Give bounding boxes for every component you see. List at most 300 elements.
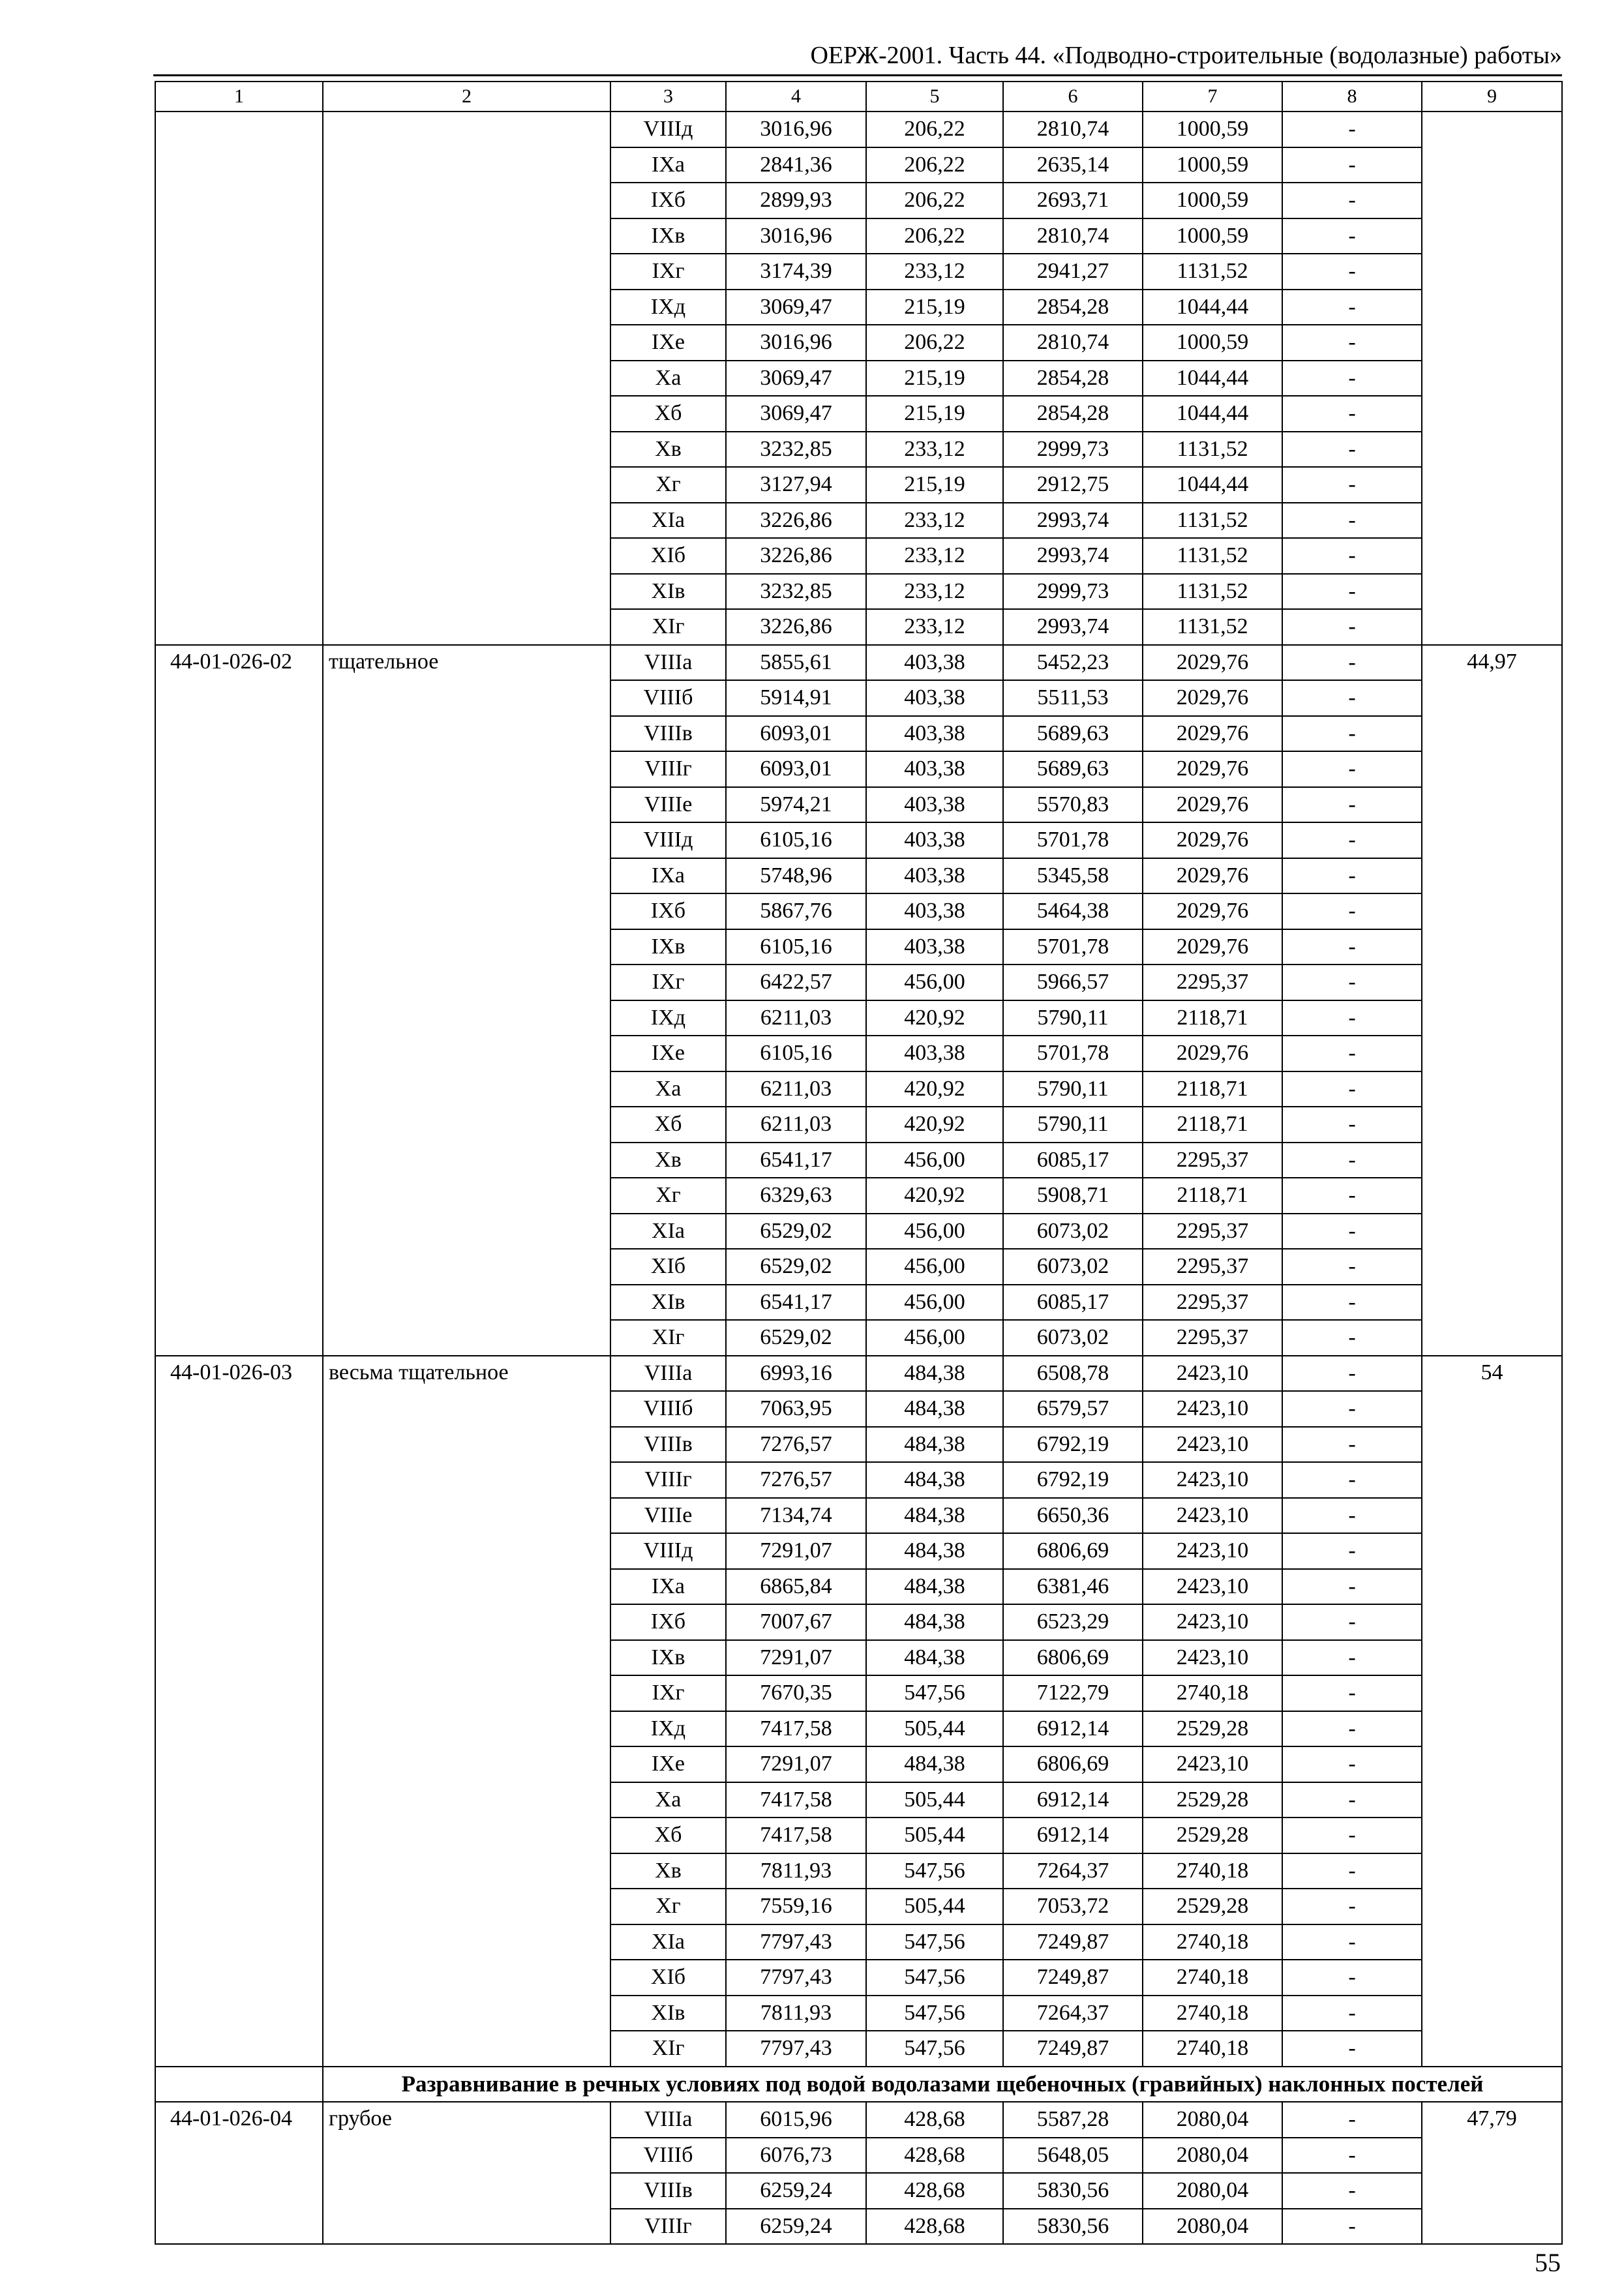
labor-cost-cell: 456,00 — [866, 1249, 1003, 1285]
machinist-wage-cell: 2529,28 — [1143, 1782, 1282, 1818]
labor-cost-cell: 505,44 — [866, 1818, 1003, 1853]
work-description: тщательное — [323, 645, 610, 1356]
total-cost-cell: 7811,93 — [726, 1853, 866, 1889]
total-cost-cell: 7797,43 — [726, 1924, 866, 1960]
material-cost-cell: - — [1282, 2209, 1422, 2245]
labor-hours-cell: 54 — [1422, 1356, 1562, 2067]
material-cost-cell: - — [1282, 1391, 1422, 1427]
total-cost-cell: 5748,96 — [726, 858, 866, 894]
total-cost-cell: 6541,17 — [726, 1143, 866, 1178]
labor-cost-cell: 403,38 — [866, 680, 1003, 716]
labor-cost-cell: 428,68 — [866, 2138, 1003, 2174]
machine-cost-cell: 7249,87 — [1003, 1960, 1143, 1996]
total-cost-cell: 6422,57 — [726, 965, 866, 1000]
machine-cost-cell: 5701,78 — [1003, 822, 1143, 858]
column-number-row — [155, 82, 1562, 112]
total-cost-cell: 7797,43 — [726, 2031, 866, 2067]
machine-cost-cell: 5966,57 — [1003, 965, 1143, 1000]
machinist-wage-cell: 2118,71 — [1143, 1071, 1282, 1107]
labor-cost-cell: 484,38 — [866, 1462, 1003, 1498]
category-cell: VIIIд — [610, 112, 726, 147]
labor-cost-cell: 403,38 — [866, 751, 1003, 787]
machine-cost-cell: 5511,53 — [1003, 680, 1143, 716]
total-cost-cell: 7063,95 — [726, 1391, 866, 1427]
material-cost-cell: - — [1282, 1604, 1422, 1640]
labor-hours-cell — [1422, 112, 1562, 645]
material-cost-cell: - — [1282, 1818, 1422, 1853]
material-cost-cell: - — [1282, 183, 1422, 218]
machinist-wage-cell: 1044,44 — [1143, 290, 1282, 325]
labor-cost-cell: 233,12 — [866, 503, 1003, 539]
labor-cost-cell: 233,12 — [866, 574, 1003, 610]
machine-cost-cell: 5689,63 — [1003, 716, 1143, 752]
material-cost-cell: - — [1282, 2173, 1422, 2209]
machinist-wage-cell: 1131,52 — [1143, 503, 1282, 539]
table-row — [155, 1356, 1562, 1392]
material-cost-cell: - — [1282, 1285, 1422, 1321]
labor-cost-cell: 547,56 — [866, 1996, 1003, 2031]
material-cost-cell: - — [1282, 645, 1422, 681]
machinist-wage-cell: 2423,10 — [1143, 1462, 1282, 1498]
machinist-wage-cell: 2080,04 — [1143, 2173, 1282, 2209]
category-cell: VIIIг — [610, 751, 726, 787]
material-cost-cell: - — [1282, 1320, 1422, 1356]
machinist-wage-cell: 2740,18 — [1143, 1675, 1282, 1711]
labor-cost-cell: 403,38 — [866, 1036, 1003, 1071]
machinist-wage-cell: 2029,76 — [1143, 680, 1282, 716]
total-cost-cell: 6529,02 — [726, 1214, 866, 1249]
material-cost-cell: - — [1282, 147, 1422, 183]
category-cell: IXд — [610, 290, 726, 325]
machine-cost-cell: 6085,17 — [1003, 1143, 1143, 1178]
material-cost-cell: - — [1282, 574, 1422, 610]
labor-cost-cell: 456,00 — [866, 1320, 1003, 1356]
machine-cost-cell: 5790,11 — [1003, 1000, 1143, 1036]
labor-cost-cell: 403,38 — [866, 716, 1003, 752]
machine-cost-cell: 5689,63 — [1003, 751, 1143, 787]
total-cost-cell: 2899,93 — [726, 183, 866, 218]
category-cell: IXв — [610, 1640, 726, 1676]
category-cell: IXe — [610, 1746, 726, 1782]
category-cell: XIб — [610, 1960, 726, 1996]
machine-cost-cell: 6381,46 — [1003, 1569, 1143, 1605]
machinist-wage-cell: 2423,10 — [1143, 1746, 1282, 1782]
column-number: 9 — [1422, 82, 1562, 112]
rate-code: 44-01-026-04 — [155, 2102, 323, 2244]
total-cost-cell: 6529,02 — [726, 1320, 866, 1356]
category-cell: IXв — [610, 218, 726, 254]
machinist-wage-cell: 2423,10 — [1143, 1604, 1282, 1640]
machine-cost-cell: 6806,69 — [1003, 1640, 1143, 1676]
material-cost-cell: - — [1282, 1996, 1422, 2031]
category-cell: XIг — [610, 609, 726, 645]
machine-cost-cell: 6806,69 — [1003, 1533, 1143, 1569]
total-cost-cell: 3226,86 — [726, 503, 866, 539]
labor-cost-cell: 547,56 — [866, 1853, 1003, 1889]
price-table — [155, 81, 1563, 2245]
material-cost-cell: - — [1282, 1889, 1422, 1924]
material-cost-cell: - — [1282, 361, 1422, 396]
total-cost-cell: 3232,85 — [726, 432, 866, 468]
machine-cost-cell: 5790,11 — [1003, 1107, 1143, 1143]
total-cost-cell: 6259,24 — [726, 2173, 866, 2209]
rate-code: 44-01-026-02 — [155, 645, 323, 1356]
labor-cost-cell: 456,00 — [866, 1143, 1003, 1178]
machinist-wage-cell: 1000,59 — [1143, 183, 1282, 218]
labor-hours-cell: 47,79 — [1422, 2102, 1562, 2244]
total-cost-cell: 3016,96 — [726, 325, 866, 361]
material-cost-cell: - — [1282, 325, 1422, 361]
material-cost-cell: - — [1282, 716, 1422, 752]
material-cost-cell: - — [1282, 929, 1422, 965]
machine-cost-cell: 2999,73 — [1003, 432, 1143, 468]
column-number: 8 — [1282, 82, 1422, 112]
category-cell: IXд — [610, 1711, 726, 1747]
machine-cost-cell: 2854,28 — [1003, 290, 1143, 325]
machinist-wage-cell: 2029,76 — [1143, 751, 1282, 787]
machine-cost-cell: 5570,83 — [1003, 787, 1143, 823]
labor-cost-cell: 420,92 — [866, 1071, 1003, 1107]
machine-cost-cell: 2810,74 — [1003, 218, 1143, 254]
machinist-wage-cell: 2118,71 — [1143, 1000, 1282, 1036]
category-cell: XIв — [610, 574, 726, 610]
machine-cost-cell: 5587,28 — [1003, 2102, 1143, 2138]
material-cost-cell: - — [1282, 822, 1422, 858]
category-cell: XIв — [610, 1285, 726, 1321]
category-cell: IXг — [610, 254, 726, 290]
total-cost-cell: 7007,67 — [726, 1604, 866, 1640]
material-cost-cell: - — [1282, 2031, 1422, 2067]
machinist-wage-cell: 2740,18 — [1143, 2031, 1282, 2067]
labor-hours-cell: 44,97 — [1422, 645, 1562, 1356]
labor-cost-cell: 547,56 — [866, 1960, 1003, 1996]
material-cost-cell: - — [1282, 2138, 1422, 2174]
material-cost-cell: - — [1282, 1853, 1422, 1889]
material-cost-cell: - — [1282, 893, 1422, 929]
table-row — [155, 2102, 1562, 2138]
total-cost-cell: 3016,96 — [726, 218, 866, 254]
labor-cost-cell: 428,68 — [866, 2209, 1003, 2245]
labor-cost-cell: 547,56 — [866, 1924, 1003, 1960]
material-cost-cell: - — [1282, 503, 1422, 539]
machinist-wage-cell: 1131,52 — [1143, 609, 1282, 645]
machinist-wage-cell: 2740,18 — [1143, 1996, 1282, 2031]
machinist-wage-cell: 2740,18 — [1143, 1924, 1282, 1960]
labor-cost-cell: 403,38 — [866, 645, 1003, 681]
material-cost-cell: - — [1282, 1356, 1422, 1392]
machine-cost-cell: 2993,74 — [1003, 538, 1143, 574]
material-cost-cell: - — [1282, 1143, 1422, 1178]
total-cost-cell: 6076,73 — [726, 2138, 866, 2174]
machinist-wage-cell: 2118,71 — [1143, 1178, 1282, 1214]
labor-cost-cell: 403,38 — [866, 822, 1003, 858]
category-cell: Xa — [610, 1782, 726, 1818]
machine-cost-cell: 5464,38 — [1003, 893, 1143, 929]
labor-cost-cell: 428,68 — [866, 2102, 1003, 2138]
machinist-wage-cell: 2423,10 — [1143, 1640, 1282, 1676]
machine-cost-cell: 5830,56 — [1003, 2209, 1143, 2245]
material-cost-cell: - — [1282, 751, 1422, 787]
total-cost-cell: 6093,01 — [726, 716, 866, 752]
category-cell: IXб — [610, 1604, 726, 1640]
labor-cost-cell: 547,56 — [866, 1675, 1003, 1711]
machinist-wage-cell: 2080,04 — [1143, 2138, 1282, 2174]
header-rule — [153, 74, 1562, 76]
category-cell: Xб — [610, 396, 726, 432]
total-cost-cell: 7291,07 — [726, 1746, 866, 1782]
section-title-row — [155, 2067, 1562, 2102]
material-cost-cell: - — [1282, 680, 1422, 716]
machinist-wage-cell: 2529,28 — [1143, 1818, 1282, 1853]
machinist-wage-cell: 2295,37 — [1143, 1249, 1282, 1285]
labor-cost-cell: 484,38 — [866, 1356, 1003, 1392]
rate-code — [155, 112, 323, 645]
labor-cost-cell: 420,92 — [866, 1107, 1003, 1143]
machine-cost-cell: 5830,56 — [1003, 2173, 1143, 2209]
category-cell: IXг — [610, 1675, 726, 1711]
machine-cost-cell: 2810,74 — [1003, 325, 1143, 361]
machinist-wage-cell: 1131,52 — [1143, 432, 1282, 468]
column-number: 5 — [866, 82, 1003, 112]
material-cost-cell: - — [1282, 1427, 1422, 1463]
page-number: 55 — [1535, 2248, 1561, 2277]
machine-cost-cell: 6508,78 — [1003, 1356, 1143, 1392]
page-header: ОЕРЖ-2001. Часть 44. «Подводно-строительные (водолазные) работы» — [810, 42, 1562, 69]
labor-cost-cell: 206,22 — [866, 183, 1003, 218]
machinist-wage-cell: 2295,37 — [1143, 1320, 1282, 1356]
labor-cost-cell: 215,19 — [866, 396, 1003, 432]
machine-cost-cell: 5345,58 — [1003, 858, 1143, 894]
rate-code: 44-01-026-03 — [155, 1356, 323, 2067]
table-row — [155, 645, 1562, 681]
machinist-wage-cell: 1000,59 — [1143, 218, 1282, 254]
total-cost-cell: 7559,16 — [726, 1889, 866, 1924]
machinist-wage-cell: 1000,59 — [1143, 112, 1282, 147]
total-cost-cell: 3226,86 — [726, 609, 866, 645]
total-cost-cell: 7670,35 — [726, 1675, 866, 1711]
material-cost-cell: - — [1282, 2102, 1422, 2138]
material-cost-cell: - — [1282, 1214, 1422, 1249]
labor-cost-cell: 484,38 — [866, 1498, 1003, 1534]
labor-cost-cell: 403,38 — [866, 787, 1003, 823]
total-cost-cell: 3226,86 — [726, 538, 866, 574]
category-cell: VIIIб — [610, 1391, 726, 1427]
category-cell: IXб — [610, 893, 726, 929]
category-cell: Xв — [610, 1853, 726, 1889]
material-cost-cell: - — [1282, 965, 1422, 1000]
material-cost-cell: - — [1282, 1711, 1422, 1747]
material-cost-cell: - — [1282, 1960, 1422, 1996]
machine-cost-cell: 6912,14 — [1003, 1711, 1143, 1747]
machinist-wage-cell: 2423,10 — [1143, 1391, 1282, 1427]
machine-cost-cell: 2693,71 — [1003, 183, 1143, 218]
labor-cost-cell: 215,19 — [866, 361, 1003, 396]
material-cost-cell: - — [1282, 1569, 1422, 1605]
machinist-wage-cell: 2029,76 — [1143, 787, 1282, 823]
labor-cost-cell: 547,56 — [866, 2031, 1003, 2067]
labor-cost-cell: 420,92 — [866, 1000, 1003, 1036]
category-cell: VIIIв — [610, 716, 726, 752]
category-cell: Xб — [610, 1107, 726, 1143]
machinist-wage-cell: 2295,37 — [1143, 965, 1282, 1000]
material-cost-cell: - — [1282, 1000, 1422, 1036]
total-cost-cell: 7134,74 — [726, 1498, 866, 1534]
labor-cost-cell: 484,38 — [866, 1533, 1003, 1569]
category-cell: IXг — [610, 965, 726, 1000]
category-cell: XIa — [610, 1924, 726, 1960]
category-cell: VIIIд — [610, 1533, 726, 1569]
category-cell: VIIIв — [610, 1427, 726, 1463]
labor-cost-cell: 206,22 — [866, 112, 1003, 147]
machinist-wage-cell: 1131,52 — [1143, 254, 1282, 290]
labor-cost-cell: 206,22 — [866, 218, 1003, 254]
total-cost-cell: 6015,96 — [726, 2102, 866, 2138]
category-cell: VIIIa — [610, 645, 726, 681]
column-number: 1 — [155, 82, 323, 112]
category-cell: Xб — [610, 1818, 726, 1853]
material-cost-cell: - — [1282, 1675, 1422, 1711]
labor-cost-cell: 420,92 — [866, 1178, 1003, 1214]
material-cost-cell: - — [1282, 1640, 1422, 1676]
machine-cost-cell: 6579,57 — [1003, 1391, 1143, 1427]
machinist-wage-cell: 2740,18 — [1143, 1853, 1282, 1889]
machine-cost-cell: 7264,37 — [1003, 1853, 1143, 1889]
machine-cost-cell: 6073,02 — [1003, 1249, 1143, 1285]
total-cost-cell: 7291,07 — [726, 1640, 866, 1676]
column-number: 4 — [726, 82, 866, 112]
material-cost-cell: - — [1282, 858, 1422, 894]
total-cost-cell: 6541,17 — [726, 1285, 866, 1321]
labor-cost-cell: 484,38 — [866, 1391, 1003, 1427]
machine-cost-cell: 5648,05 — [1003, 2138, 1143, 2174]
machine-cost-cell: 6912,14 — [1003, 1818, 1143, 1853]
labor-cost-cell: 456,00 — [866, 965, 1003, 1000]
machine-cost-cell: 7053,72 — [1003, 1889, 1143, 1924]
machine-cost-cell: 2912,75 — [1003, 467, 1143, 503]
machine-cost-cell: 7249,87 — [1003, 1924, 1143, 1960]
labor-cost-cell: 403,38 — [866, 858, 1003, 894]
labor-cost-cell: 206,22 — [866, 325, 1003, 361]
column-number: 3 — [610, 82, 726, 112]
total-cost-cell: 7417,58 — [726, 1818, 866, 1853]
machine-cost-cell: 5701,78 — [1003, 1036, 1143, 1071]
total-cost-cell: 6529,02 — [726, 1249, 866, 1285]
labor-cost-cell: 505,44 — [866, 1711, 1003, 1747]
machine-cost-cell: 7264,37 — [1003, 1996, 1143, 2031]
table-row — [155, 112, 1562, 147]
section-title: Разравнивание в речных условиях под водой водолазами щебеночных (гравийных) наклонных постелей — [323, 2067, 1562, 2102]
section-blank-cell — [155, 2067, 323, 2102]
labor-cost-cell: 484,38 — [866, 1604, 1003, 1640]
column-number: 6 — [1003, 82, 1143, 112]
category-cell: IXa — [610, 147, 726, 183]
machinist-wage-cell: 1000,59 — [1143, 325, 1282, 361]
category-cell: VIIIe — [610, 787, 726, 823]
machinist-wage-cell: 2295,37 — [1143, 1214, 1282, 1249]
material-cost-cell: - — [1282, 396, 1422, 432]
total-cost-cell: 5914,91 — [726, 680, 866, 716]
labor-cost-cell: 484,38 — [866, 1746, 1003, 1782]
material-cost-cell: - — [1282, 1462, 1422, 1498]
machine-cost-cell: 6085,17 — [1003, 1285, 1143, 1321]
total-cost-cell: 6105,16 — [726, 1036, 866, 1071]
machinist-wage-cell: 2423,10 — [1143, 1356, 1282, 1392]
total-cost-cell: 7811,93 — [726, 1996, 866, 2031]
category-cell: IXб — [610, 183, 726, 218]
category-cell: XIв — [610, 1996, 726, 2031]
work-description: весьма тщательное — [323, 1356, 610, 2067]
labor-cost-cell: 233,12 — [866, 538, 1003, 574]
material-cost-cell: - — [1282, 1498, 1422, 1534]
total-cost-cell: 7276,57 — [726, 1462, 866, 1498]
category-cell: VIIIa — [610, 2102, 726, 2138]
machinist-wage-cell: 1044,44 — [1143, 361, 1282, 396]
total-cost-cell: 3127,94 — [726, 467, 866, 503]
category-cell: VIIIв — [610, 2173, 726, 2209]
labor-cost-cell: 484,38 — [866, 1640, 1003, 1676]
total-cost-cell: 6259,24 — [726, 2209, 866, 2245]
machine-cost-cell: 2999,73 — [1003, 574, 1143, 610]
column-number: 7 — [1143, 82, 1282, 112]
category-cell: IXa — [610, 1569, 726, 1605]
machine-cost-cell: 6792,19 — [1003, 1427, 1143, 1463]
material-cost-cell: - — [1282, 1249, 1422, 1285]
total-cost-cell: 5867,76 — [726, 893, 866, 929]
total-cost-cell: 6211,03 — [726, 1000, 866, 1036]
labor-cost-cell: 215,19 — [866, 290, 1003, 325]
total-cost-cell: 3174,39 — [726, 254, 866, 290]
category-cell: IXa — [610, 858, 726, 894]
labor-cost-cell: 456,00 — [866, 1285, 1003, 1321]
column-number: 2 — [323, 82, 610, 112]
category-cell: XIг — [610, 2031, 726, 2067]
machinist-wage-cell: 1131,52 — [1143, 574, 1282, 610]
machinist-wage-cell: 2029,76 — [1143, 858, 1282, 894]
machine-cost-cell: 7122,79 — [1003, 1675, 1143, 1711]
category-cell: XIг — [610, 1320, 726, 1356]
category-cell: VIIIб — [610, 2138, 726, 2174]
machine-cost-cell: 6523,29 — [1003, 1604, 1143, 1640]
machinist-wage-cell: 2029,76 — [1143, 1036, 1282, 1071]
category-cell: VIIIб — [610, 680, 726, 716]
machinist-wage-cell: 2423,10 — [1143, 1533, 1282, 1569]
category-cell: Xв — [610, 1143, 726, 1178]
work-description: грубое — [323, 2102, 610, 2244]
work-description — [323, 112, 610, 645]
machine-cost-cell: 7249,87 — [1003, 2031, 1143, 2067]
machine-cost-cell: 2993,74 — [1003, 609, 1143, 645]
category-cell: IXд — [610, 1000, 726, 1036]
labor-cost-cell: 403,38 — [866, 893, 1003, 929]
labor-cost-cell: 505,44 — [866, 1782, 1003, 1818]
machinist-wage-cell: 2029,76 — [1143, 929, 1282, 965]
material-cost-cell: - — [1282, 538, 1422, 574]
machine-cost-cell: 2635,14 — [1003, 147, 1143, 183]
machinist-wage-cell: 1131,52 — [1143, 538, 1282, 574]
machinist-wage-cell: 2080,04 — [1143, 2102, 1282, 2138]
machinist-wage-cell: 2740,18 — [1143, 1960, 1282, 1996]
material-cost-cell: - — [1282, 1036, 1422, 1071]
machinist-wage-cell: 2423,10 — [1143, 1569, 1282, 1605]
material-cost-cell: - — [1282, 1746, 1422, 1782]
total-cost-cell: 3069,47 — [726, 396, 866, 432]
category-cell: XIб — [610, 1249, 726, 1285]
machinist-wage-cell: 2029,76 — [1143, 716, 1282, 752]
machine-cost-cell: 5908,71 — [1003, 1178, 1143, 1214]
labor-cost-cell: 428,68 — [866, 2173, 1003, 2209]
machine-cost-cell: 5701,78 — [1003, 929, 1143, 965]
machine-cost-cell: 6073,02 — [1003, 1214, 1143, 1249]
